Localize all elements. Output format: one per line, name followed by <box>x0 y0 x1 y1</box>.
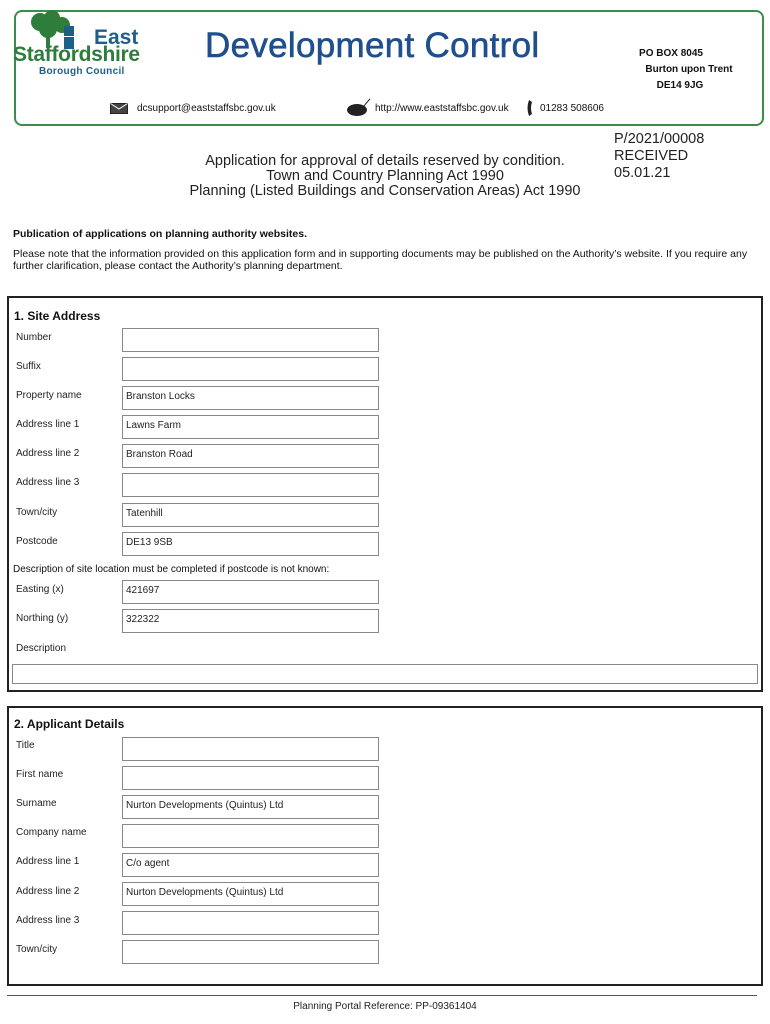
address-line-1: PO BOX 8045 <box>639 48 703 59</box>
page-title: Development Control <box>205 26 540 65</box>
applicant-address-line-2-field[interactable]: Nurton Developments (Quintus) Ltd <box>122 882 379 906</box>
label-address-line-2: Address line 2 <box>16 448 80 459</box>
applicant-town-city-field[interactable] <box>122 940 379 964</box>
label-company-name: Company name <box>16 827 87 838</box>
label-address-line-1: Address line 1 <box>16 419 80 430</box>
label-description: Description <box>16 643 67 654</box>
label-easting: Easting (x) <box>16 584 64 595</box>
envelope-icon <box>110 103 128 114</box>
label-property-name: Property name <box>16 390 82 401</box>
applicant-details-section <box>7 706 763 986</box>
site-town-city-field[interactable]: Tatenhill <box>122 503 379 527</box>
applicant-address-line-1-field[interactable]: C/o agent <box>122 853 379 877</box>
description-field[interactable] <box>12 664 758 684</box>
site-address-line-3-field[interactable] <box>122 473 379 497</box>
title-field[interactable] <box>122 737 379 761</box>
logo-text-staffordshire: Staffordshire <box>13 43 140 66</box>
label-title: Title <box>16 740 35 751</box>
phone-icon <box>526 100 536 116</box>
label-number: Number <box>16 332 52 343</box>
label-northing: Northing (y) <box>16 613 69 624</box>
label-applicant-address-line-3: Address line 3 <box>16 915 80 926</box>
easting-field[interactable]: 421697 <box>122 580 379 604</box>
act-line-1: Town and Country Planning Act 1990 <box>266 168 504 184</box>
logo-text-east: East <box>94 26 139 49</box>
first-name-field[interactable] <box>122 766 379 790</box>
label-suffix: Suffix <box>16 361 41 372</box>
site-address-line-2-field[interactable]: Branston Road <box>122 444 379 468</box>
property-name-field[interactable]: Branston Locks <box>122 386 379 410</box>
applicant-address-line-3-field[interactable] <box>122 911 379 935</box>
label-applicant-address-line-1: Address line 1 <box>16 856 80 867</box>
application-type: Application for approval of details reserved by condition. <box>205 153 565 169</box>
stamp-reference: P/2021/00008 <box>614 131 705 147</box>
label-postcode: Postcode <box>16 536 58 547</box>
footer-divider <box>7 995 757 996</box>
company-name-field[interactable] <box>122 824 379 848</box>
section-title-applicant-details: 2. Applicant Details <box>14 717 125 731</box>
phone-number: 01283 508606 <box>540 103 604 114</box>
portal-reference: Planning Portal Reference: PP-09361404 <box>293 1001 477 1012</box>
label-address-line-3: Address line 3 <box>16 477 80 488</box>
logo-text-borough-council: Borough Council <box>39 66 125 77</box>
label-applicant-town-city: Town/city <box>16 944 58 955</box>
postcode-field[interactable]: DE13 9SB <box>122 532 379 556</box>
section-title-site-address: 1. Site Address <box>14 309 101 323</box>
northing-field[interactable]: 322322 <box>122 609 379 633</box>
address-line-3: DE14 9JG <box>656 80 704 91</box>
publication-notice: Please note that the information provided on this application form and in supporting documents may be published on the Authority’s website. If you require any further clarification, please contact the Authority’s planning department. <box>13 248 748 272</box>
publication-heading: Publication of applications on planning authority websites. <box>13 228 308 240</box>
stamp-status: RECEIVED <box>614 148 689 164</box>
site-address-section <box>7 296 763 692</box>
website-link[interactable]: http://www.eaststaffsbc.gov.uk <box>375 103 509 114</box>
stamp-date: 05.01.21 <box>614 165 671 181</box>
site-address-line-1-field[interactable]: Lawns Farm <box>122 415 379 439</box>
suffix-field[interactable] <box>122 357 379 381</box>
act-line-2: Planning (Listed Buildings and Conservation Areas) Act 1990 <box>189 183 581 199</box>
label-applicant-address-line-2: Address line 2 <box>16 886 80 897</box>
location-note: Description of site location must be completed if postcode is not known: <box>13 564 330 575</box>
email-link[interactable]: dcsupport@eaststaffsbc.gov.uk <box>137 103 276 114</box>
mouse-icon <box>346 97 372 117</box>
label-town-city: Town/city <box>16 507 58 518</box>
label-surname: Surname <box>16 798 57 809</box>
number-field[interactable] <box>122 328 379 352</box>
surname-field[interactable]: Nurton Developments (Quintus) Ltd <box>122 795 379 819</box>
label-first-name: First name <box>16 769 64 780</box>
address-line-2: Burton upon Trent <box>645 64 733 75</box>
